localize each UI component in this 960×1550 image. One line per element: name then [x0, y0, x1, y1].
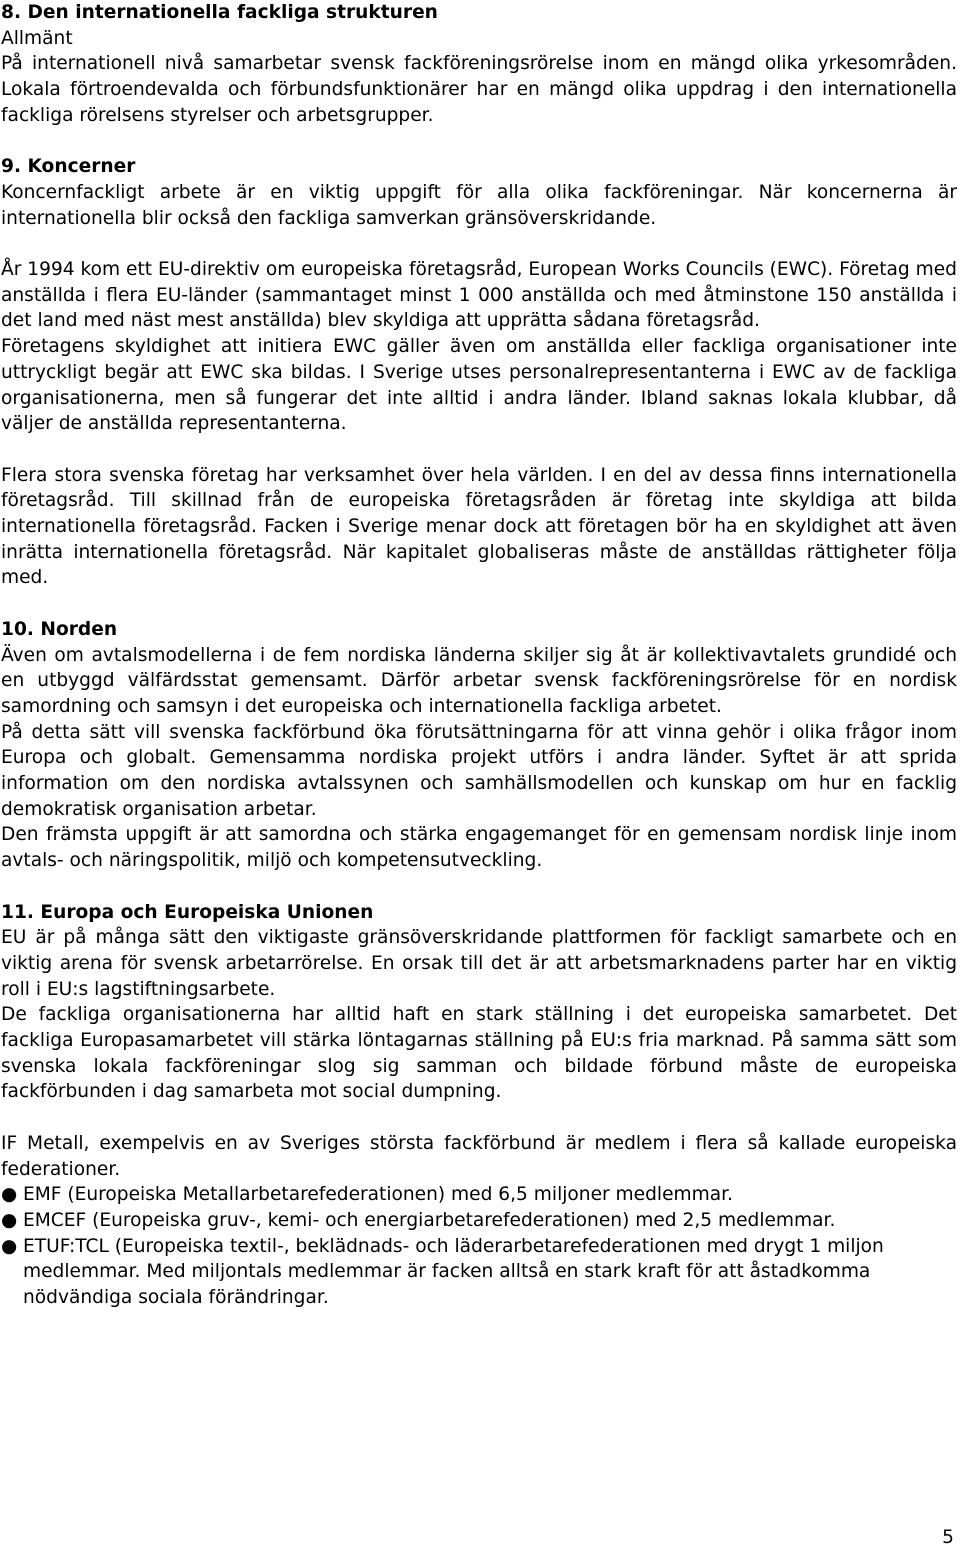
spacer — [1, 231, 957, 257]
list-item-etuf-tcl — [1, 1234, 957, 1311]
bullet-icon: ● — [1, 1209, 18, 1231]
section-10-heading: 10. Norden — [1, 618, 118, 640]
spacer — [1, 437, 957, 463]
list-item-text: EMF (Europeiska Metallarbetarefederationen) med 6,5 miljoner medlemmar. — [23, 1184, 733, 1206]
bullet-icon: ● — [1, 1235, 18, 1257]
section-9-paragraph-3: Företagens skyldighet att initiera EWC gäller även om anställda eller fackliga organisationer inte uttryckligt begär att EWC ska bildas. I Sverige utses personalrepresentanterna i EWC av de fackliga organisationerna, men så fungerar det inte alltid i andra länder. Ibland saknas lokala klubbar, då väljer de anställda representanterna. — [1, 336, 957, 435]
page-number: 5 — [942, 1527, 954, 1548]
section-11-heading: 11. Europa och Europeiska Unionen — [1, 901, 374, 923]
section-10-paragraph-1: Även om avtalsmodellerna i de fem nordiska länderna skiljer sig åt är kollektivavtalets grundidé och en utbyggd välfärdsstat gemensamt. Därför arbetar svensk fackföreningsrörelse för en nordisk samordning och samsyn i det europeiska och internationella fackliga arbetet. — [1, 644, 957, 717]
section-11-paragraph-3: IF Metall, exempelvis en av Sveriges största fackförbund är medlem i flera så kallade europeiska federationer. — [1, 1132, 957, 1180]
spacer — [1, 591, 957, 617]
section-9-paragraph-4: Flera stora svenska företag har verksamhet över hela världen. I en del av dessa finns internationella företagsråd. Till skillnad från de europeiska företagsråden är företag inte skyldiga att bilda internationella företagsråd. Facken i Sverige menar dock att företagen bör ha en skyldighet att även inrätta internationella företagsråd. När kapitalet globaliseras måste de anställdas rättigheter följa med. — [1, 464, 957, 589]
list-item-text: ETUF:TCL (Europeiska textil-, beklädnads- och läderarbetarefederationen med drygt 1 miljon medlemmar. Med miljontals medlemmar är facken alltså en stark kraft för att åstadkomma nödvändiga sociala förändringar. — [23, 1235, 884, 1309]
section-10-paragraph-2: På detta sätt vill svenska fackförbund öka förutsättningarna för att vinna gehör i olika frågor inom Europa och globalt. Gemensamma nordiska projekt utförs i andra länder. Syftet är att sprida information om den nordiska avtalssynen och samhällsmodellen och kunskap om hur en facklig demokratisk organisation arbetar. — [1, 721, 957, 820]
section-11-paragraph-2: De fackliga organisationerna har alltid haft en stark ställning i det europeiska samarbetet. Det fackliga Europasamarbetet vill stärka löntagarnas ställning på EU:s fria marknad. På samma sätt som svenska lokala fackföreningar slog sig samman och bildade förbund måste de europeiska fackförbunden i dag samarbeta mot social dumpning. — [1, 1004, 957, 1103]
section-10-paragraph-3: Den främsta uppgift är att samordna och stärka engagemanget för en gemensam nordisk linje inom avtals- och näringspolitik, miljö och kompetensutveckling. — [1, 824, 957, 872]
section-11-paragraph-1: EU är på många sätt den viktigaste gränsöverskridande plattformen för fackligt samarbete och en viktig arena för svensk arbetarrörelse. En orsak till det är att arbetsmarknadens parter har en viktig roll i EU:s lagstiftningsarbete. — [1, 927, 957, 1000]
section-9-heading: 9. Koncerner — [1, 156, 136, 178]
spacer — [1, 129, 957, 155]
section-9-paragraph-1: Koncernfackligt arbete är en viktig uppgift för alla olika fackföreningar. När koncernerna är internationella blir också den fackliga samverkan gränsöverskridande. — [1, 181, 957, 229]
section-8-subheading: Allmänt — [1, 27, 73, 49]
list-item-text: EMCEF (Europeiska gruv-, kemi- och energiarbetarefederationen) med 2,5 medlemmar. — [23, 1209, 836, 1231]
section-8-paragraph-1: På internationell nivå samarbetar svensk fackföreningsrörelse inom en mängd olika yrkesområden. Lokala förtroendevalda och förbundsfunktionärer har en mängd olika uppdrag i den internationella fackliga rörelsens styrelser och arbetsgrupper. — [1, 53, 957, 126]
section-9-paragraph-2: År 1994 kom ett EU-direktiv om europeiska företagsråd, European Works Councils (EWC). Företag med anställda i flera EU-länder (sammantaget minst 1 000 anställda och med åtminstone 150 anställda i det land med näst mest anställda) blev skyldiga att upprätta sådana företagsråd. — [1, 259, 957, 332]
spacer — [1, 1105, 957, 1131]
federation-list — [1, 1182, 957, 1311]
list-item-emf — [1, 1182, 957, 1208]
spacer — [1, 874, 957, 900]
list-item-emcef — [1, 1208, 957, 1234]
bullet-icon: ● — [1, 1184, 18, 1206]
section-8-heading: 8. Den internationella fackliga strukturen — [1, 2, 438, 23]
